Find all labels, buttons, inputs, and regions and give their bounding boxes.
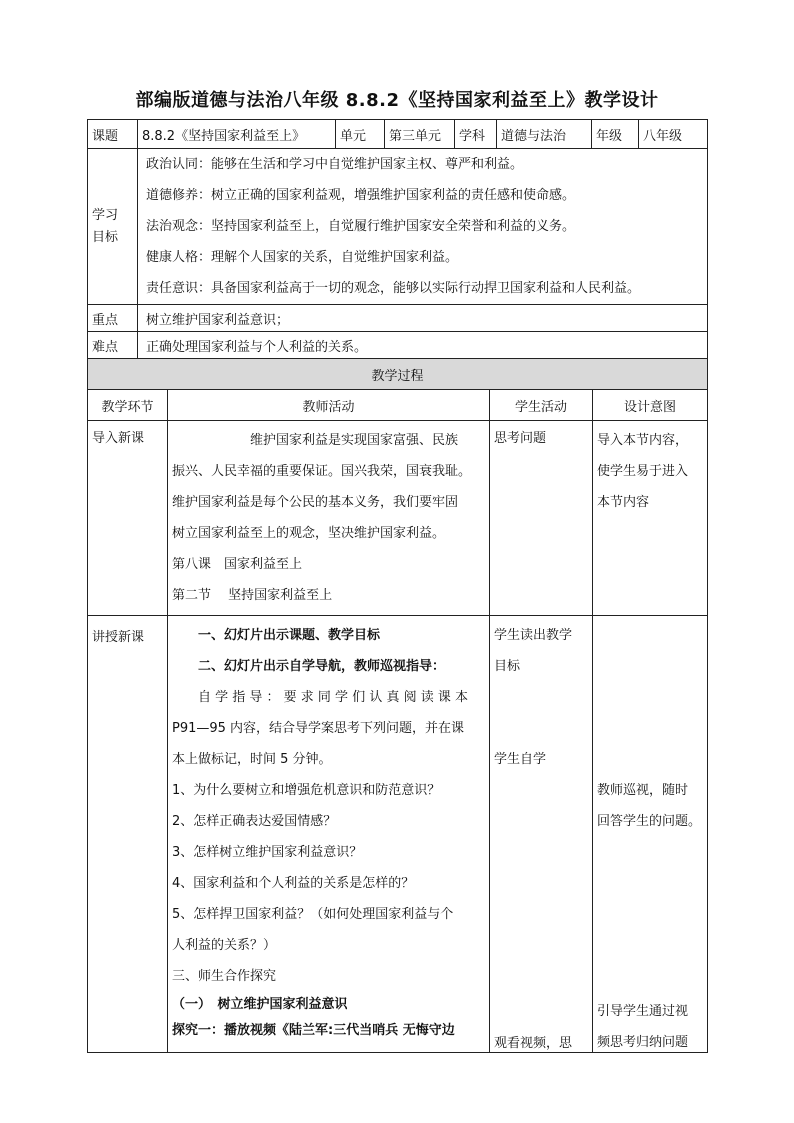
topic-label: 课题	[88, 120, 138, 149]
key-point-label: 重点	[88, 305, 138, 332]
text-line: 导入本节内容，	[597, 433, 689, 448]
goals-label	[88, 149, 138, 305]
stage-lecture: 讲授新课	[88, 616, 168, 1053]
text-line: 使学生易于进入	[597, 464, 689, 479]
text-line: 目标	[494, 659, 521, 674]
goals-label-line2: 目标	[92, 229, 119, 245]
intro-teacher-activity	[168, 421, 490, 616]
teaching-process-table	[87, 358, 708, 1053]
unit-label: 单元	[336, 120, 385, 149]
text-line: 本上做标记，时间 5 分钟。	[172, 752, 332, 767]
text-line: 第八课 国家利益至上	[172, 557, 303, 572]
stage-intro: 导入新课	[88, 421, 168, 616]
unit-value: 第三单元	[385, 120, 455, 149]
goal-item: 道德修养：树立正确的国家利益观，增强维护国家利益的责任感和使命感。	[146, 188, 576, 203]
document-title: 部编版道德与法治八年级 8.8.2《坚持国家利益至上》教学设计	[135, 90, 659, 111]
text-line: 人利益的关系？）	[172, 938, 277, 953]
lecture-student-activity	[490, 616, 593, 1053]
text-line: 回答学生的问题。	[597, 814, 702, 829]
text-line: 观看视频，思	[494, 1036, 573, 1051]
text-line: 树立国家利益至上的观念，坚决维护国家利益。	[172, 526, 446, 541]
text-line: 维护国家利益是实现国家富强、民族	[250, 433, 459, 448]
text-line: P91—95 内容，结合导学案思考下列问题，并在课	[172, 721, 465, 736]
text-line: 学生读出教学	[494, 628, 573, 643]
grade-value: 八年级	[639, 120, 708, 149]
difficulty-label: 难点	[88, 332, 138, 359]
column-header: 教学环节	[88, 390, 168, 421]
text-line: 1、为什么要树立和增强危机意识和防范意识？	[172, 783, 441, 798]
text-line: 自 学 指 导 ： 要 求 同 学 们 认 真 阅 读 课 本	[198, 690, 468, 705]
text-line: 振兴、人民幸福的重要保证。国兴我荣，国衰我耻。	[172, 464, 472, 479]
lecture-teacher-activity	[168, 616, 490, 1053]
goal-item: 责任意识：具备国家利益高于一切的观念，能够以实际行动捍卫国家利益和人民利益。	[146, 281, 641, 296]
text-line: 探究一：播放视频《陆兰军:三代当哨兵 无悔守边	[172, 1023, 455, 1038]
column-header: 教师活动	[168, 390, 490, 421]
text-line: 一、幻灯片出示课题、教学目标	[198, 628, 381, 643]
grade-label: 年级	[592, 120, 639, 149]
text-line: 频思考归纳问题	[597, 1035, 689, 1050]
subject-label: 学科	[455, 120, 497, 149]
topic-value: 8.8.2《坚持国家利益至上》	[138, 120, 336, 149]
difficulty-value: 正确处理国家利益与个人利益的关系。	[138, 332, 708, 359]
subject-value: 道德与法治	[497, 120, 592, 149]
goals-label-line1: 学习	[92, 207, 119, 223]
text-line: 引导学生通过视	[597, 1004, 689, 1019]
lecture-design-intent	[593, 616, 708, 1053]
intro-design-intent	[593, 421, 708, 616]
goal-item: 健康人格：理解个人国家的关系，自觉维护国家利益。	[146, 250, 459, 265]
text-line: 三、师生合作探究	[172, 969, 277, 984]
design-header-table	[87, 119, 708, 359]
column-header: 学生活动	[490, 390, 593, 421]
text-line: 4、国家利益和个人利益的关系是怎样的？	[172, 876, 415, 891]
column-header: 设计意图	[593, 390, 708, 421]
goal-item: 政治认同：能够在生活和学习中自觉维护国家主权、尊严和利益。	[146, 157, 524, 172]
process-heading: 教学过程	[88, 359, 708, 390]
text-line: 5、怎样捍卫国家利益？（如何处理国家利益与个	[172, 907, 454, 922]
text-line: 维护国家利益是每个公民的基本义务，我们要牢固	[172, 495, 459, 510]
goal-item: 法治观念：坚持国家利益至上，自觉履行维护国家安全荣誉和利益的义务。	[146, 219, 576, 234]
text-line: 学生自学	[494, 752, 547, 767]
goals-content	[138, 149, 708, 305]
text-line: （一） 树立维护国家利益意识	[172, 997, 348, 1012]
key-point-value: 树立维护国家利益意识；	[138, 305, 708, 332]
text-line: 教师巡视，随时	[597, 783, 689, 798]
text-line: 第二节 坚持国家利益至上	[172, 588, 333, 603]
text-line: 本节内容	[597, 495, 650, 510]
intro-student-activity: 思考问题	[490, 421, 593, 616]
text-line: 二、幻灯片出示自学导航，教师巡视指导：	[198, 659, 446, 674]
text-line: 3、怎样树立维护国家利益意识？	[172, 845, 363, 860]
text-line: 2、怎样正确表达爱国情感？	[172, 814, 337, 829]
